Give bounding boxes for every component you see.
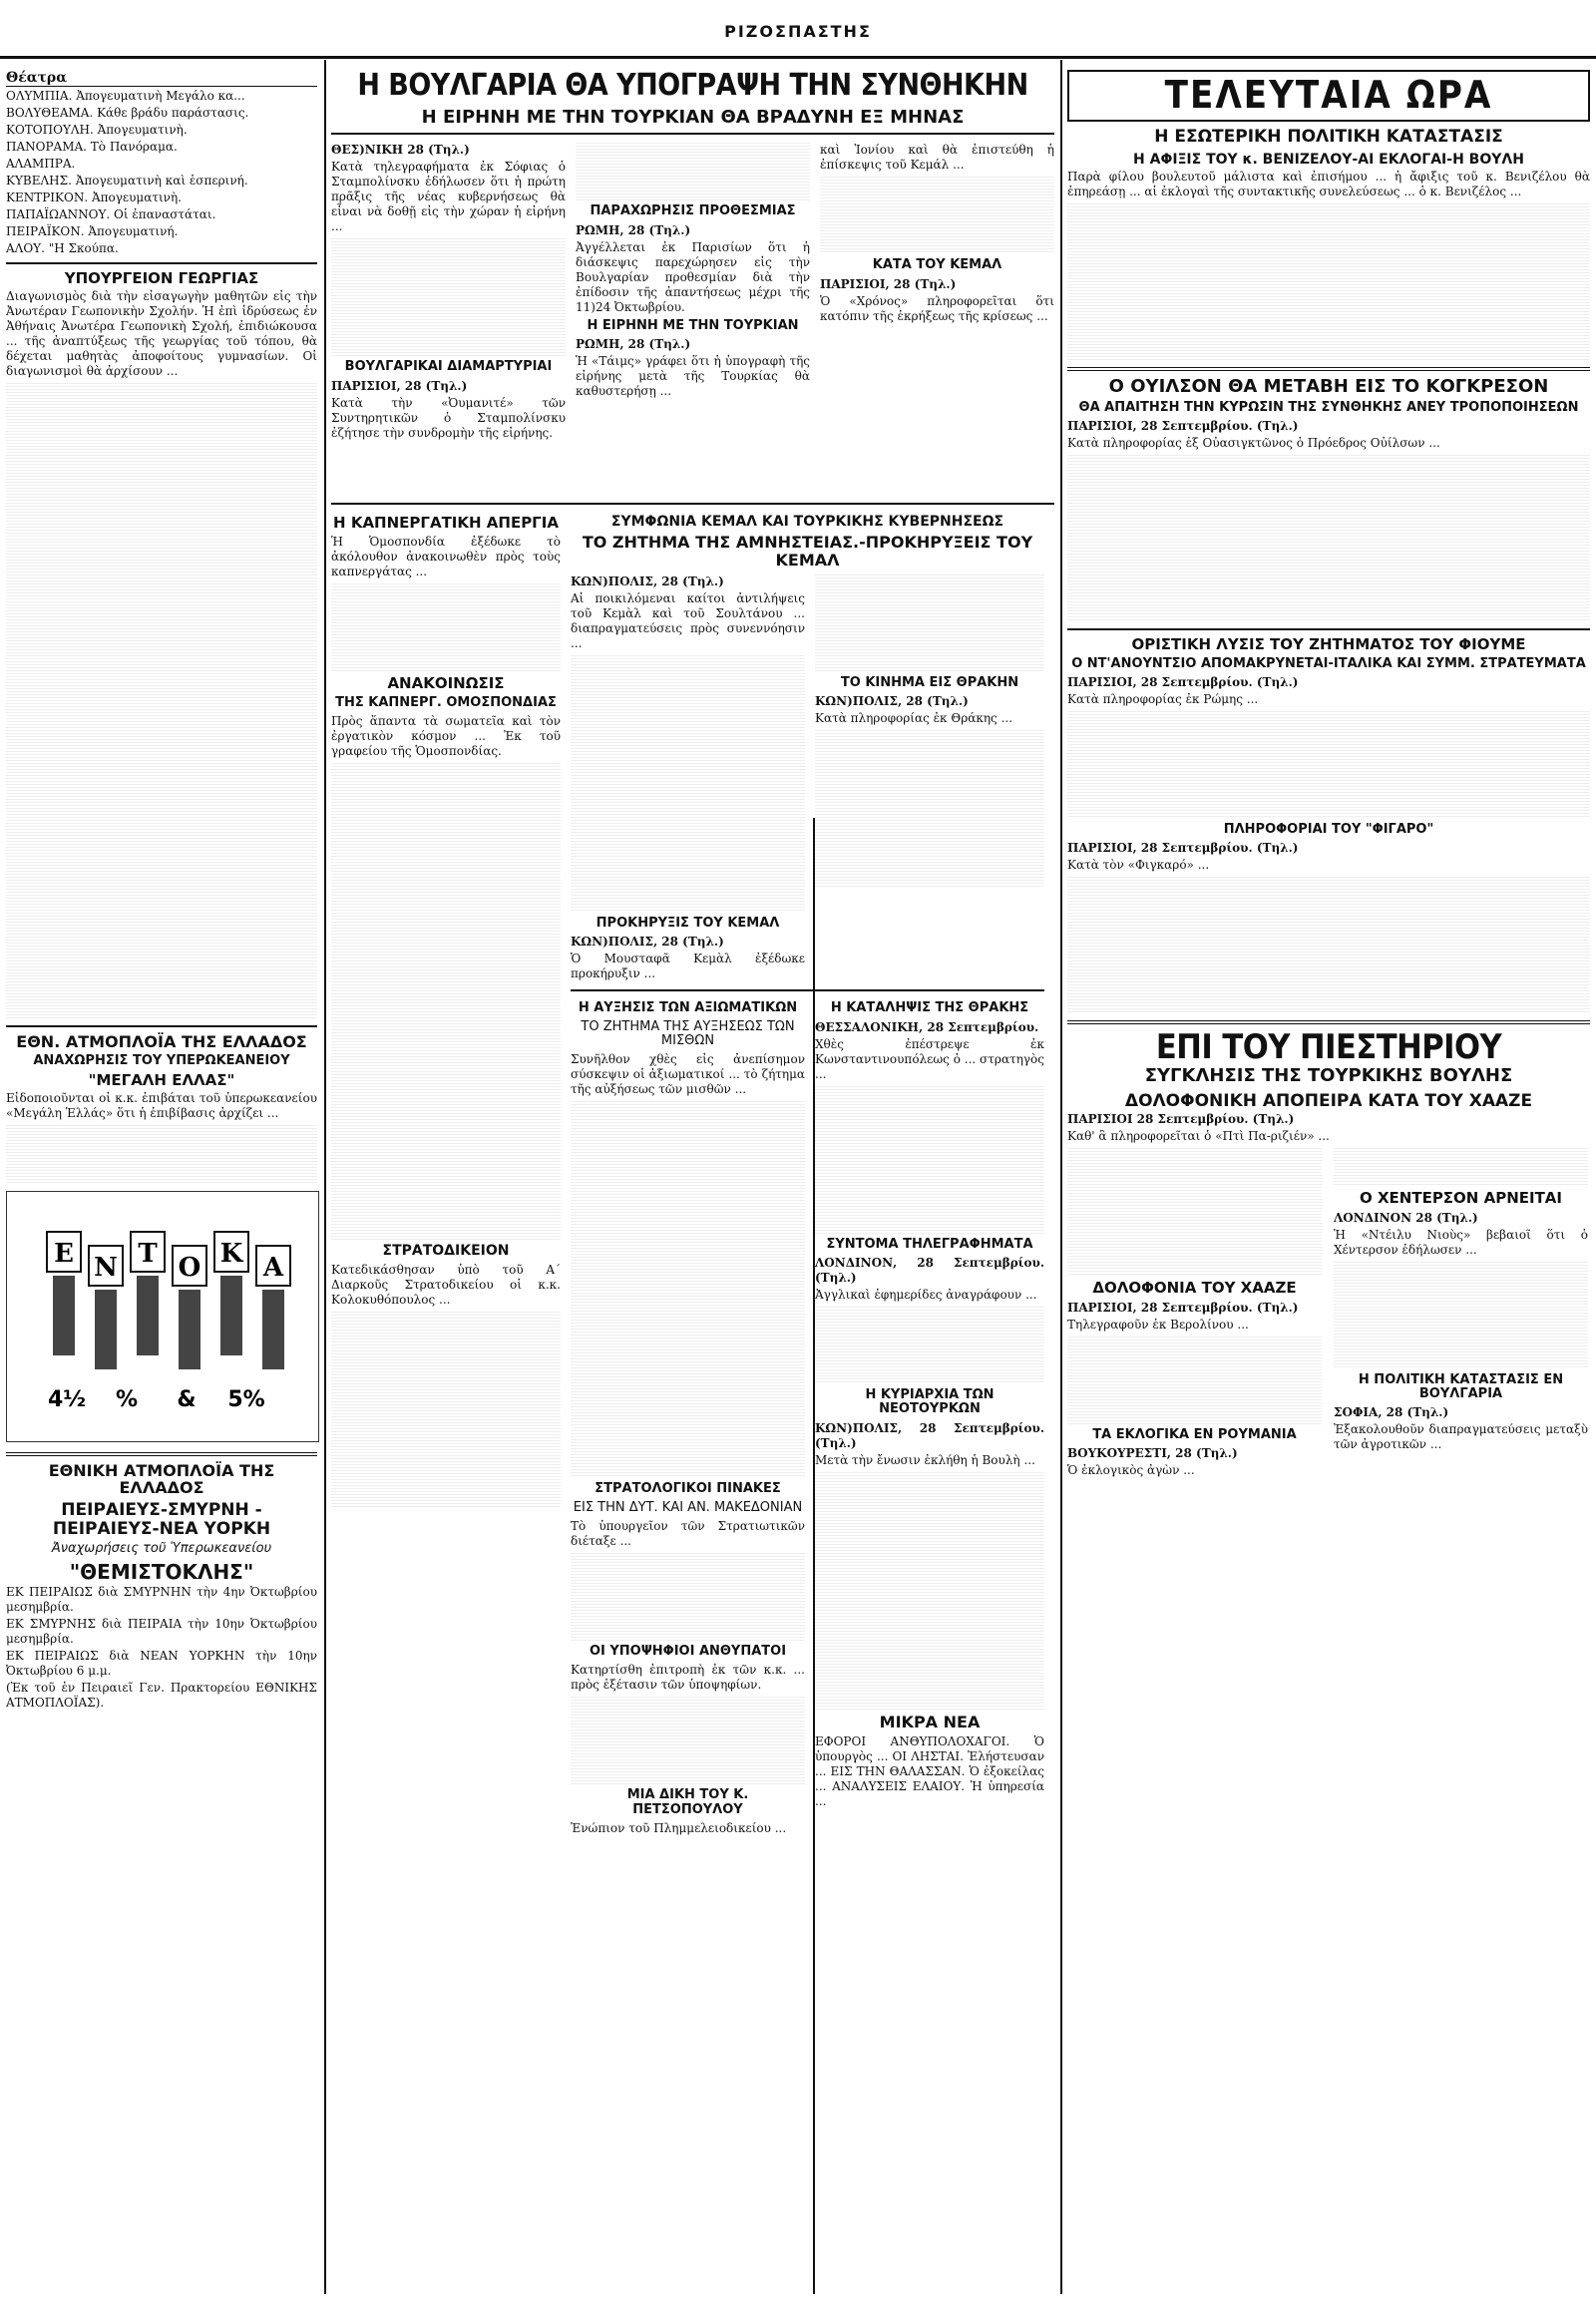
theatres-heading: Θέατρα <box>6 70 317 87</box>
section-heading: ΑΝΑΚΟΙΝΩΣΙΣ <box>387 674 505 693</box>
section-heading: Η ΚΑΤΑΛΗΨΙΣ ΤΗΣ ΘΡΑΚΗΣ <box>830 1000 1029 1016</box>
article-body: ΕΦΟΡΟΙ ΑΝΘΥΠΟΛΟΧΑΓΟΙ. Ὁ ὑπουργὸς ... ΟΙ ΛΗΣΤΑΙ. Ἐλήστευσαν ... ΕΙΣ ΤΗΝ ΘΑΛΑΣΣΑΝ. Ὁ ἐξοκείλας ... ΑΝΑΛΥΣΕΙΣ ΕΛΑΙΟΥ. Ἡ ὑπηρεσία ... <box>815 1734 1044 1809</box>
section-heading: ΣΥΜΦΩΝΙΑ ΚΕΜΑΛ ΚΑΙ ΤΟΥΡΚΙΚΗΣ ΚΥΒΕΡΝΗΣΕΩΣ <box>610 513 1004 530</box>
cartoon-letter: Ε <box>54 1238 74 1269</box>
main-subheadline: Η ΕΙΡΗΝΗ ΜΕ ΤΗΝ ΤΟΥΡΚΙΑΝ ΘΑ ΒΡΑΔΥΝΗ ΕΞ ΜΗΝΑΣ <box>421 106 965 128</box>
cartoon-letter: Τ <box>138 1238 158 1269</box>
section-subheading: Ο ΝΤ'ΑΝΟΥΝΤΣΙΟ ΑΠΟΜΑΚΡΥΝΕΤΑΙ-ΙΤΑΛΙΚΑ ΚΑΙ ΣΥΜΜ. ΣΤΡΑΤΕΥΜΑΤΑ <box>1071 655 1586 671</box>
dateline: ΣΟΦΙΑ, 28 (Τηλ.) <box>1334 1405 1449 1420</box>
atm-ship-name: "ΜΕΓΑΛΗ ΕΛΛΑΣ" <box>88 1071 235 1090</box>
press-banner: ΕΠΙ ΤΟΥ ΠΙΕΣΤΗΡΙΟΥ <box>1155 1027 1502 1068</box>
bottom-ad-line: ΕΚ ΠΕΙΡΑΙΩΣ διὰ ΣΜΥΡΝΗΝ τὴν 4ην Ὀκτωβρίου μεσημβρία. <box>6 1584 317 1614</box>
section-heading: ΠΡΟΚΗΡΥΞΙΣ ΤΟΥ ΚΕΜΑΛ <box>596 916 780 932</box>
dateline: ΠΑΡΙΣΙΟΙ, 28 Σεπτεμβρίου. (Τηλ.) <box>1067 1300 1299 1315</box>
masthead <box>0 0 1596 59</box>
dateline: ΘΕΣΣΑΛΟΝΙΚΗ, 28 Σεπτεμβρίου. <box>815 1019 1039 1034</box>
dateline: ΒΟΥΚΟΥΡΕΣΤΙ, 28 (Τηλ.) <box>1067 1446 1238 1461</box>
dateline: ΛΟΝΔΙΝΟΝ 28 (Τηλ.) <box>1334 1210 1478 1225</box>
theatre-item: ΠΑΝΟΡΑΜΑ. Τὸ Πανόραμα. <box>6 140 178 154</box>
article-body: Ἐξακολουθοῦν διαπραγματεύσεις μεταξὺ τῶν ἀγροτικῶν ... <box>1334 1422 1588 1452</box>
section-heading: ΜΙΚΡΑ ΝΕΑ <box>879 1712 981 1731</box>
ministry-article: Διαγωνισμὸς διὰ τὴν εἰσαγωγὴν μαθητῶν εἰς τὴν Ἀνωτέραν Γεωπονικὴν Σχολήν. Ἡ ἐπὶ ἱδρύσεως ἐν Ἀθήναις Ἀνωτέρα Γεωπονικὴ Σχολή, ἐπιδιώκουσα ... τῆς ἀναπτύξεως τῆς γεωργίας τοῦ τόπου, θὰ δέχεται μαθητὰς ἀποφοίτους γυμνασίων. Οἱ διαγωνισμοὶ θὰ ἀρχίσουν ... <box>6 288 317 378</box>
main-headline: Η ΒΟΥΛΓΑΡΙΑ ΘΑ ΥΠΟΓΡΑΨΗ ΤΗΝ ΣΥΝΘΗΚΗΝ <box>357 68 1028 103</box>
section-heading: ΔΟΛΟΦΟΝΙΑ ΤΟΥ ΧΑΑΖΕ <box>1092 1279 1297 1298</box>
section-heading: Η ΚΥΡΙΑΡΧΙΑ ΤΩΝ ΝΕΟΤΟΥΡΚΩΝ <box>865 1387 995 1417</box>
dateline: ΚΩΝ)ΠΟΛΙΣ, 28 (Τηλ.) <box>571 574 724 589</box>
section-heading: ΔΟΛΟΦΟΝΙΚΗ ΑΠΟΠΕΙΡΑ ΚΑΤΑ ΤΟΥ ΧΑΑΖΕ <box>1124 1090 1533 1111</box>
theatre-item: ΚΕΝΤΡΙΚΟΝ. Ἀπογευματινὴ. <box>6 191 182 204</box>
cartoon-figure <box>137 1276 159 1355</box>
bottom-ad-heading: ΕΘΝΙΚΗ ΑΤΜΟΠΛΟΪΑ ΤΗΣ ΕΛΛΑΔΟΣ <box>48 1460 275 1498</box>
cartoon-illustration <box>6 1191 319 1442</box>
cartoon-figure <box>220 1276 242 1355</box>
section-heading: Ο ΟΥΙΛΣΟΝ ΘΑ ΜΕΤΑΒΗ ΕΙΣ ΤΟ ΚΟΓΚΡΕΣΟΝ <box>1108 375 1549 397</box>
article-text-continuation <box>6 381 317 1019</box>
article-body: Κατεδικάσθησαν ὑπὸ τοῦ Α΄ Διαρκοῦς Στρατοδικείου οἱ κ.κ. Κολοκυθόπουλος ... <box>331 1263 561 1308</box>
article-body: Ὁ «Χρόνος» πληροφορεῖται ὅτι κατόπιν τῆς ἐκρήξεως τῆς κρίσεως ... <box>820 293 1054 323</box>
cartoon-letter: Ν <box>94 1252 118 1283</box>
section-subheading: ΣΥΓΚΛΗΣΙΣ ΤΗΣ ΤΟΥΡΚΙΚΗΣ ΒΟΥΛΗΣ <box>1144 1064 1513 1086</box>
atm-heading: ΕΘΝ. ΑΤΜΟΠΛΟΪΑ ΤΗΣ ΕΛΛΑΔΟΣ <box>16 1031 307 1051</box>
theatre-item: ΠΑΠΑΪΩΑΝΝΟΥ. Οἱ ἐπαναστάται. <box>6 207 216 221</box>
column-1 <box>6 70 317 1713</box>
section-heading: ΣΥΝΤΟΜΑ ΤΗΛΕΓΡΑΦΗΜΑΤΑ <box>826 1236 1033 1252</box>
article-body: Τηλεγραφοῦν ἐκ Βερολίνου ... <box>1067 1317 1249 1332</box>
section-heading: Η ΕΙΡΗΝΗ ΜΕ ΤΗΝ ΤΟΥΡΚΙΑΝ <box>587 317 799 333</box>
theatre-item: ΒΟΛΥΘΕΑΜΑ. Κάθε βράδυ παράστασις. <box>6 106 249 120</box>
section-heading: ΒΟΥΛΓΑΡΙΚΑΙ ΔΙΑΜΑΡΤΥΡΙΑΙ <box>344 359 553 375</box>
ministry-heading: ΥΠΟΥΡΓΕΙΟΝ ΓΕΩΡΓΙΑΣ <box>64 269 259 287</box>
cartoon-letter: Ο <box>178 1252 201 1283</box>
cartoon-letter: Α <box>262 1252 284 1283</box>
last-hour-banner <box>1067 70 1590 122</box>
section-heading: ΤΑ ΕΚΛΟΓΙΚΑ ΕΝ ΡΟΥΜΑΝΙΑ <box>1092 1426 1297 1442</box>
dateline: ΡΩΜΗ, 28 (Τηλ.) <box>576 222 691 237</box>
dateline: ΚΩΝ)ΠΟΛΙΣ, 28 (Τηλ.) <box>815 694 969 709</box>
bottom-ad-line: ΕΚ ΠΕΙΡΑΙΩΣ διὰ ΝΕΑΝ ΥΟΡΚΗΝ τὴν 10ην Ὀκτωβρίου 6 μ.μ. <box>6 1648 317 1678</box>
theatre-item: ΠΕΙΡΑΪΚΟΝ. Ἀπογευματινή. <box>6 224 179 238</box>
dateline: ΘΕΣ)ΝΙΚΗ 28 (Τηλ.) <box>331 143 470 158</box>
cartoon-figure <box>95 1290 117 1369</box>
bottom-ad-line: (Ἐκ τοῦ ἐν Πειραιεῖ Γεν. Πρακτορείου ΕΘΝΙΚΗΣ ΑΤΜΟΠΛΟΪΑΣ). <box>6 1680 317 1710</box>
article-body: Συνῆλθον χθὲς εἰς ἀνεπίσημον σύσκεψιν οἱ ἀξιωματικοί ... τὸ ζήτημα τῆς αὐξήσεως τῶν μισθῶν ... <box>571 1052 805 1097</box>
article-body: Κατὰ πληροφορίας ἐκ Ρώμης ... <box>1067 691 1259 706</box>
dateline: ΠΑΡΙΣΙΟΙ, 28 Σεπτεμβρίου. (Τηλ.) <box>1067 841 1299 856</box>
cartoon-mark: & <box>177 1386 197 1412</box>
cartoon-letter: Κ <box>219 1238 243 1269</box>
bottom-ad-line: ΕΚ ΣΜΥΡΝΗΣ διὰ ΠΕΙΡΑΙΑ τὴν 10ην Ὀκτωβρίου μεσημβρία. <box>6 1616 317 1646</box>
cartoon-figure <box>179 1290 200 1369</box>
dateline: ΠΑΡΙΣΙΟΙ, 28 Σεπτεμβρίου. (Τηλ.) <box>1067 419 1299 434</box>
article-body: Κατὰ πληροφορίας ἐξ Οὐασιγκτῶνος ὁ Πρόεδρος Οὐίλσων ... <box>1067 436 1440 451</box>
article-body: Τὸ ὑπουργεῖον τῶν Στρατιωτικῶν διέταξε ... <box>571 1518 805 1548</box>
section-subheading: ΤΟ ΖΗΤΗΜΑ ΤΗΣ ΑΜΝΗΣΤΕΙΑΣ.-ΠΡΟΚΗΡΥΞΕΙΣ ΤΟΥ ΚΕΜΑΛ <box>582 532 1033 570</box>
dateline: ΠΑΡΙΣΙΟΙ, 28 Σεπτεμβρίου. (Τηλ.) <box>1067 674 1299 689</box>
dateline: ΠΑΡΙΣΙΟΙ, 28 (Τηλ.) <box>331 378 468 393</box>
section-heading: Η ΠΟΛΙΤΙΚΗ ΚΑΤΑΣΤΑΣΙΣ ΕΝ ΒΟΥΛΓΑΡΙΑ <box>1358 1371 1564 1402</box>
column-2 <box>331 70 1054 1838</box>
bottom-ad-sub: Ἀναχωρήσεις τοῦ Ὑπερωκεανείου <box>51 1541 272 1557</box>
dateline: ΠΑΡΙΣΙΟΙ 28 Σεπτεμβρίου. (Τηλ.) <box>1067 1112 1295 1127</box>
section-heading: ΜΙΑ ΔΙΚΗ ΤΟΥ Κ. ΠΕΤΣΟΠΟΥΛΟΥ <box>626 1787 749 1817</box>
theatre-item: ΚΥΒΕΛΗΣ. Ἀπογευματινὴ καὶ ἑσπερινή. <box>6 174 248 188</box>
section-heading: ΟΡΙΣΤΙΚΗ ΛΥΣΙΣ ΤΟΥ ΖΗΤΗΜΑΤΟΣ ΤΟΥ ΦΙΟΥΜΕ <box>1131 635 1526 654</box>
theatre-item: ΟΛΥΜΠΙΑ. Ἀπογευματινὴ Μεγάλο κα... <box>6 89 245 103</box>
article-body: Ἐνώπιον τοῦ Πλημμελειοδικείου ... <box>571 1820 787 1835</box>
section-heading: ΚΑΤΑ ΤΟΥ ΚΕΜΑΛ <box>872 257 1002 273</box>
article-body: Καθ' ἃ πληροφορεῖται ὁ «Πτὶ Πα-ριζιέν» ... <box>1067 1129 1330 1144</box>
section-heading: ΣΤΡΑΤΟΛΟΓΙΚΟΙ ΠΙΝΑΚΕΣ <box>595 1481 781 1497</box>
dateline: ΚΩΝ)ΠΟΛΙΣ, 28 (Τηλ.) <box>571 935 724 950</box>
article-body: Ὁ Μουσταφᾶ Κεμὰλ ἐξέδωκε προκήρυξιν ... <box>571 952 805 981</box>
bottom-ad-route: ΠΕΙΡΑΙΕΥΣ-ΣΜΥΡΝΗ - ΠΕΙΡΑΙΕΥΣ-ΝΕΑ ΥΟΡΚΗ <box>52 1500 271 1539</box>
article-body: Ἀγγέλλεται ἐκ Παρισίων ὅτι ἡ διάσκεψις παρεχώρησεν εἰς τὴν Βουλγαρίαν προθεσμίαν διὰ τὴν ἐπίδοσιν τῆς ἀπαντήσεως μέχρι τῆς 11)24 Ὀκτωβρίου. <box>576 239 810 314</box>
section-heading: Η ΑΥΞΗΣΙΣ ΤΩΝ ΑΞΙΩΜΑΤΙΚΩΝ <box>578 1000 798 1016</box>
article-body: Κατὰ τὸν «Φιγκαρό» ... <box>1067 858 1210 873</box>
cartoon-mark: 5% <box>227 1386 265 1412</box>
section-heading: ΠΛΗΡΟΦΟΡΙΑΙ ΤΟΥ "ΦΙΓΑΡΟ" <box>1223 821 1434 837</box>
cartoon-figure <box>262 1290 284 1369</box>
theatre-list <box>6 89 317 256</box>
cartoon-mark: 4½ <box>47 1386 87 1412</box>
newspaper-title: ΡΙΖΟΣΠΑΣΤΗΣ <box>724 22 872 41</box>
article-body: Κατηρτίσθη ἐπιτροπὴ ἐκ τῶν κ.κ. ... πρὸς ἐξέτασιν τῶν ὑποψηφίων. <box>571 1663 805 1693</box>
section-heading: Η ΕΣΩΤΕΡΙΚΗ ΠΟΛΙΤΙΚΗ ΚΑΤΑΣΤΑΣΙΣ <box>1154 126 1503 147</box>
article-body: Κατὰ τηλεγραφήματα ἐκ Σόφιας ὁ Σταμπολίνσκυ ἐδήλωσεν ὅτι ἡ πρώτη πρᾶξις τῆς νέας κυβερνήσεως θὰ εἶναι νὰ δοθῇ εἰς τὴν χώραν ἡ εἰρήνη ... <box>331 160 566 234</box>
section-subheading: ΤΟ ΖΗΤΗΜΑ ΤΗΣ ΑΥΞΗΣΕΩΣ ΤΩΝ ΜΙΣΘΩΝ <box>581 1018 795 1049</box>
article-body: Ἡ «Τάιμς» γράφει ὅτι ἡ ὑπογραφὴ τῆς εἰρήνης μετὰ τῆς Τουρκίας θὰ καθυστερήσῃ ... <box>576 353 810 398</box>
atm-subheading: ΑΝΑΧΩΡΗΣΙΣ ΤΟΥ ΥΠΕΡΩΚΕΑΝΕΙΟΥ <box>33 1053 290 1069</box>
article-body: Παρὰ φίλου βουλευτοῦ μάλιστα καὶ ἐπισήμου ... ἡ ἄφιξις τοῦ κ. Βενιζέλου θὰ ἐπηρεάσῃ ... αἱ ἐκλογαὶ τῆς συντακτικῆς συνελεύσεως ... ὁ κ. Βενιζέλος ... <box>1067 169 1590 198</box>
dateline: ΛΟΝΔΙΝΟΝ, 28 Σεπτεμβρίου. (Τηλ.) <box>815 1256 1044 1286</box>
article-body: Χθὲς ἐπέστρεψε ἐκ Κωνσταντινουπόλεως ὁ ... στρατηγὸς ... <box>815 1036 1044 1081</box>
article-body: Κατὰ τὴν «Ὀυμανιτέ» τῶν Συντηρητικῶν ὁ Σταμπολίνσκυ ἐζήτησε τὴν συνδρομὴν τῆς εἰρήνης. <box>331 395 566 440</box>
dateline: ΚΩΝ)ΠΟΛΙΣ, 28 Σεπτεμβρίου. (Τηλ.) <box>815 1420 1044 1450</box>
section-heading: Η ΚΑΠΝΕΡΓΑΤΙΚΗ ΑΠΕΡΓΙΑ <box>333 513 559 532</box>
article-body: Ἡ Ὁμοσπονδία ἐξέδωκε τὸ ἀκόλουθον ἀνακοινωθὲν πρὸς τοὺς καπνεργάτας ... <box>331 535 561 579</box>
theatre-item: ΚΟΤΟΠΟΥΛΗ. Ἀπογευματινὴ. <box>6 123 188 137</box>
cartoon-mark: % <box>115 1386 139 1412</box>
section-subheading: ΘΑ ΑΠΑΙΤΗΣΗ ΤΗΝ ΚΥΡΩΣΙΝ ΤΗΣ ΣΥΝΘΗΚΗΣ ΑΝΕΥ ΤΡΟΠΟΠΟΙΗΣΕΩΝ <box>1078 399 1579 415</box>
section-subheading: ΕΙΣ ΤΗΝ ΔΥΤ. ΚΑΙ ΑΝ. ΜΑΚΕΔΟΝΙΑΝ <box>573 1499 803 1515</box>
article-body: Ἡ «Ντέιλυ Νιοὺς» βεβαιοῖ ὅτι ὁ Χέντερσον ἐδήλωσεν ... <box>1334 1227 1588 1257</box>
theatre-item: ΑΛΟΥ. "Η Σκούπα. <box>6 241 119 255</box>
theatre-item: ΑΛΑΜΠΡΑ. <box>6 157 76 171</box>
article-body: Μετὰ τὴν ἔνωσιν ἐκλήθη ἡ Βουλὴ ... <box>815 1452 1035 1467</box>
atm-notice: Εἰδοποιοῦνται οἱ κ.κ. ἐπιβάται τοῦ ὑπερωκεανείου «Μεγάλη Ἑλλάς» ὅτι ἡ ἐπιβίβασις ἀρχίζει ... <box>6 1090 317 1120</box>
column-rule <box>324 60 326 2294</box>
article-body: Ἀγγλικαὶ ἐφημερίδες ἀναγράφουν ... <box>815 1288 1037 1303</box>
column-rule <box>1060 60 1062 2294</box>
banner-title: ΤΕΛΕΥΤΑΙΑ ΩΡΑ <box>1164 73 1493 117</box>
bottom-ad-ship: "ΘΕΜΙΣΤΟΚΛΗΣ" <box>69 1559 254 1584</box>
article-body: καὶ Ἰονίου καὶ θὰ ἐπιστεύθη ἡ ἐπίσκεψις τοῦ Κεμάλ ... <box>820 143 1054 173</box>
section-heading: ΤΟ ΚΙΝΗΜΑ ΕΙΣ ΘΡΑΚΗΝ <box>840 675 1019 691</box>
section-subheading: ΤΗΣ ΚΑΠΝΕΡΓ. ΟΜΟΣΠΟΝΔΙΑΣ <box>335 694 557 710</box>
dateline: ΠΑΡΙΣΙΟΙ, 28 (Τηλ.) <box>820 276 957 291</box>
section-heading: Ο ΧΕΝΤΕΡΣΟΝ ΑΡΝΕΙΤΑΙ <box>1360 1189 1562 1208</box>
dateline: ΡΩΜΗ, 28 (Τηλ.) <box>576 336 691 351</box>
cartoon-figure <box>53 1276 75 1355</box>
article-body: Αἱ ποικιλόμεναι καίτοι ἀντιλήψεις τοῦ Κεμὰλ καὶ τοῦ Σουλτάνου ... διαπραγματεύσεις πρὸς συνεννόησιν ... <box>571 591 805 651</box>
column-4 <box>1067 70 1590 1480</box>
article-body: Πρὸς ἅπαντα τὰ σωματεῖα καὶ τὸν ἐργατικὸν κόσμον ... Ἐκ τοῦ γραφείου τῆς Ὁμοσπονδίας. <box>331 713 561 758</box>
section-heading: ΣΤΡΑΤΟΔΙΚΕΙΟΝ <box>382 1242 510 1259</box>
section-heading: ΟΙ ΥΠΟΨΗΦΙΟΙ ΑΝΘΥΠΑΤΟΙ <box>589 1643 787 1659</box>
section-subheading: Η ΑΦΙΞΙΣ ΤΟΥ κ. ΒΕΝΙΖΕΛΟΥ-ΑΙ ΕΚΛΟΓΑΙ-Η ΒΟΥΛΗ <box>1133 151 1524 168</box>
section-heading: ΠΑΡΑΧΩΡΗΣΙΣ ΠΡΟΘΕΣΜΙΑΣ <box>590 203 796 219</box>
article-body: Ὁ ἐκλογικὸς ἀγὼν ... <box>1067 1463 1195 1478</box>
article-body: Κατὰ πληροφορίας ἐκ Θράκης ... <box>815 711 1013 726</box>
